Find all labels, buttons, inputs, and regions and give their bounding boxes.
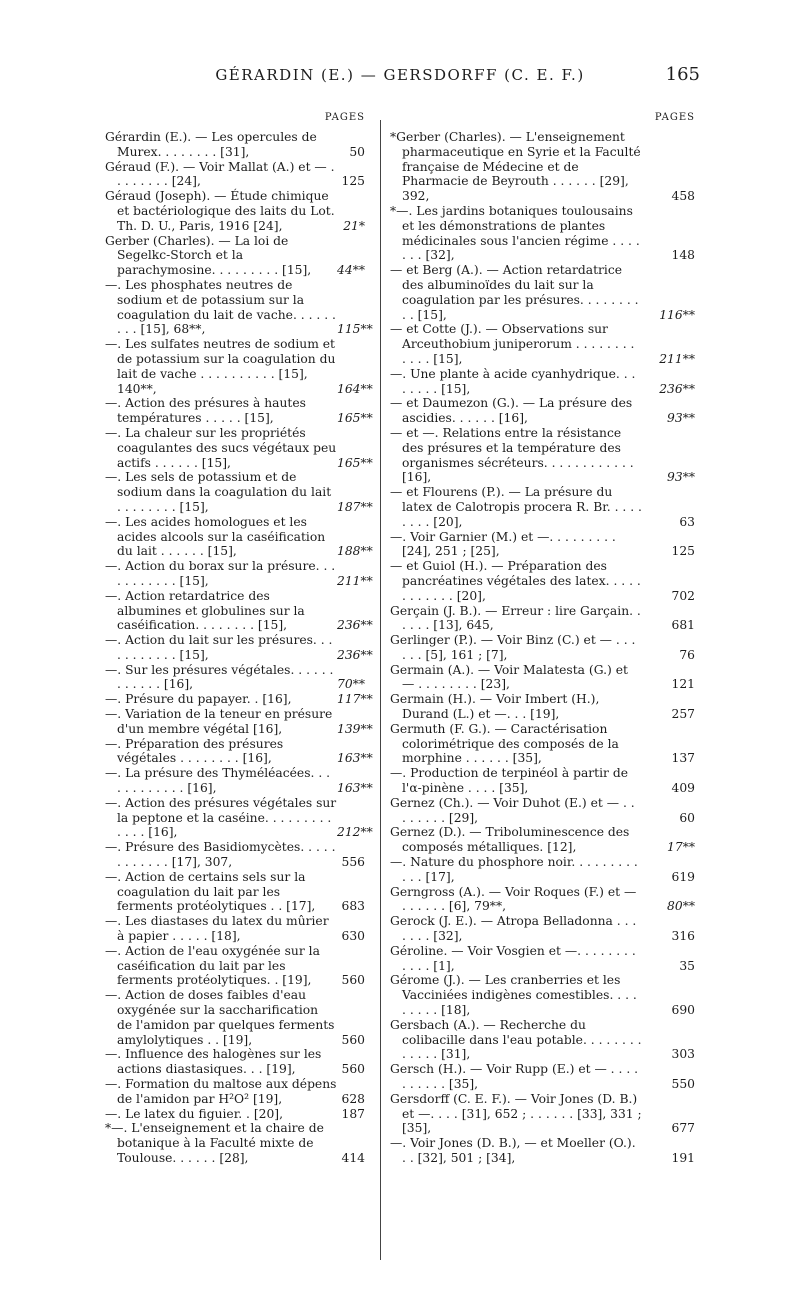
index-entry — [390, 1136, 695, 1166]
entry-page — [337, 707, 373, 737]
entry-page — [642, 530, 695, 560]
entry-page — [642, 722, 695, 766]
index-entry — [390, 367, 695, 397]
entry-text: —. Action des présures végétales sur la peptone et la caséine. . . . . . . . . . . . . [16], — [105, 795, 337, 840]
entry-page — [642, 396, 695, 426]
entry-text: —. Influence des halogènes sur les actions diastasiques. . . [19], — [105, 1047, 322, 1077]
entry-text: —. Action de certains sels sur la coagulation du lait par les ferments protéolytiques . . [17], — [105, 869, 316, 914]
index-entry — [390, 604, 695, 634]
index-entry — [390, 766, 695, 796]
entry-text: Gersbach (A.). — Recherche du colibacille dans l'eau potable. . . . . . . . . . . . . [31], — [390, 1017, 642, 1062]
index-entry — [105, 1077, 365, 1107]
entry-page — [337, 692, 373, 707]
entry-text: —. Présure du papayer. . [16], — [105, 692, 292, 707]
index-entry — [105, 914, 365, 944]
column-divider — [380, 120, 381, 1260]
index-entry — [105, 988, 365, 1047]
entry-text: —. Préparation des présures végétales . . . . . . . . [16], — [105, 736, 284, 766]
index-entry — [105, 663, 365, 693]
index-entry — [390, 944, 695, 974]
index-entry — [105, 130, 365, 160]
entry-text: —. Les sels de potassium et de sodium dans la coagulation du lait . . . . . . . . [15], — [105, 470, 332, 514]
entry-text: —. La chaleur sur les propriétés coagulantes des sucs végétaux peu actifs . . . . . . [15], — [105, 425, 337, 470]
entry-page-number: 211** — [337, 573, 373, 588]
entry-text: —. Action du borax sur la présure. . . . . . . . . . . [15], — [105, 559, 336, 588]
entry-page — [337, 796, 373, 840]
entry-page — [642, 426, 695, 485]
index-entry — [390, 426, 695, 485]
entry-text: *—. Les jardins botaniques toulousains et les démonstrations de plantes médicinales sous l'ancien régime . . . . . . . [32], — [390, 203, 640, 263]
entry-text: —. Action de l'eau oxygénée sur la caséification du lait par les ferments protéolytiques. . [19], — [105, 943, 320, 988]
entry-page — [337, 234, 365, 278]
entry-text: —. Formation du maltose aux dépens de l'amidon par H²O² [19], — [105, 1077, 337, 1106]
entry-text: Germain (A.). — Voir Malatesta (G.) et — . . . . . . . . [23], — [390, 662, 628, 692]
entry-text: Géraud (F.). — Voir Mallat (A.) et — . . . . . . . . [24], — [105, 159, 335, 189]
entry-page — [642, 322, 695, 366]
entry-text: —. Action du lait sur les présures. . . . . . . . . . . [15], — [105, 633, 333, 662]
entry-text: —. Les diastases du latex du mûrier à papier . . . . . [18], — [105, 914, 329, 944]
index-entry — [390, 885, 695, 915]
index-entry — [105, 1121, 365, 1165]
entry-page — [337, 396, 373, 426]
index-entry — [390, 322, 695, 366]
index-entry — [105, 234, 365, 278]
entry-text: —. Voir Jones (D. B.), — et Moeller (O.). . . [32], 501 ; [34], — [390, 1136, 636, 1165]
entry-page — [337, 1077, 365, 1107]
entry-page-number: 619 — [671, 869, 695, 884]
entry-page — [642, 1136, 695, 1166]
index-entry — [105, 425, 373, 470]
entry-text: — et Berg (A.). — Action retardatrice des albuminoïdes du lait sur la coagulation par les présures. . . . . . . . . . [15], — [390, 263, 639, 322]
entry-page-number: 44** — [337, 263, 365, 278]
entry-page-number: 137 — [671, 751, 695, 766]
entry-page-number: 191 — [671, 1150, 695, 1165]
entry-page — [642, 485, 695, 529]
entry-page-number: 163** — [337, 781, 373, 796]
index-entry — [390, 855, 695, 885]
entry-text: *—. L'enseignement et la chaire de botanique à la Faculté mixte de Toulouse. . . . . . [28], — [105, 1121, 324, 1165]
entry-page-number: 560 — [341, 973, 365, 988]
entry-page-number: 683 — [341, 899, 365, 914]
entry-page — [337, 988, 365, 1047]
entry-page-number: 257 — [671, 707, 695, 722]
entry-page-number: 409 — [671, 781, 695, 796]
entry-page — [337, 337, 373, 396]
entry-page — [337, 1047, 365, 1077]
index-entry — [390, 722, 695, 766]
entry-page-number: 677 — [671, 1121, 695, 1136]
entry-text: Gersch (H.). — Voir Rupp (E.) et — . . . . . . . . . . [35], — [390, 1062, 639, 1091]
entry-text: Gérardin (E.). — Les opercules de Murex. . . . . . . . [31], — [105, 130, 317, 159]
index-entry — [105, 707, 373, 737]
index-entry — [105, 337, 373, 396]
entry-page-number: 165** — [337, 455, 373, 470]
index-entry — [390, 633, 695, 663]
index-entry — [390, 663, 695, 693]
entry-page — [642, 367, 695, 397]
index-entry — [105, 189, 365, 233]
left-column — [105, 112, 373, 1166]
entry-page — [642, 663, 695, 693]
index-entry — [390, 796, 695, 826]
index-entry — [105, 396, 373, 426]
entry-page-number: 17** — [667, 840, 695, 855]
index-entry — [105, 277, 373, 337]
entry-page — [642, 885, 695, 915]
entry-page — [642, 263, 695, 322]
entry-text: —. Présure des Basidiomycètes. . . . . . . . . . . . [17], 307, — [105, 840, 336, 870]
entry-text: —. Nature du phosphore noir. . . . . . . . . . . . [17], — [390, 855, 638, 884]
entry-page — [337, 663, 365, 693]
index-entry — [390, 973, 695, 1017]
entry-page-number: 236** — [337, 647, 373, 662]
entry-text: —. Action retardatrice des albumines et globulines sur la caséification. . . . . . . . [15], — [105, 588, 305, 633]
entry-page — [642, 855, 695, 885]
entry-page — [642, 796, 695, 826]
entry-page — [337, 130, 365, 160]
entry-page — [642, 825, 695, 855]
entry-page-number: 165** — [337, 411, 373, 426]
entry-page-number: 164** — [337, 381, 373, 396]
entry-page-number: 560 — [341, 1062, 365, 1077]
entry-text: Géroline. — Voir Vosgien et —. . . . . . . . . . . . [1], — [390, 943, 636, 973]
entry-page — [337, 559, 373, 589]
entry-text: —. Une plante à acide cyanhydrique. . . . . . . . [15], — [390, 366, 636, 396]
entry-page-number: 116** — [659, 307, 695, 322]
index-entry — [105, 870, 365, 914]
entry-page — [642, 130, 695, 204]
index-entry — [390, 396, 695, 426]
index-entry — [105, 736, 373, 767]
entry-page — [337, 944, 365, 988]
index-entry — [390, 1062, 695, 1092]
entry-page-number: 125 — [341, 174, 365, 189]
index-entry — [390, 263, 695, 322]
entry-page — [337, 189, 365, 233]
entry-page-number: 550 — [671, 1077, 695, 1091]
entry-text: — et Guiol (H.). — Préparation des pancréatines végétales des latex. . . . . . . . . . . . [20], — [390, 559, 641, 603]
entry-text: —. La présure des Thyméléacées. . . . . . . . . . . . [16], — [105, 766, 331, 796]
entry-page-number: 21* — [343, 218, 365, 233]
entry-page — [337, 766, 373, 796]
index-entry — [390, 559, 695, 603]
entry-page — [337, 589, 373, 633]
entry-page-number: 76 — [679, 647, 695, 662]
page-title: GÉRARDIN (E.) — GERSDORFF (C. E. F.) — [215, 66, 585, 84]
index-entry — [390, 914, 695, 944]
entry-page — [642, 1062, 695, 1092]
entry-text: Gerber (Charles). — La loi de Segelkc-Storch et la parachymosine. . . . . . . . . [15], — [105, 233, 312, 278]
entry-page-number: 414 — [341, 1150, 365, 1165]
index-entry — [105, 795, 373, 840]
entry-page-number: 236** — [337, 618, 373, 633]
entry-text: — et —. Relations entre la résistance des présures et la température des organismes sécréteurs. . . . . . . . . . . . [16], — [390, 425, 634, 485]
entry-page-number: 117** — [337, 692, 373, 707]
index-entry — [105, 470, 373, 514]
entry-page — [642, 633, 695, 663]
entry-text: Gernez (Ch.). — Voir Duhot (E.) et — . . . . . . . . [29], — [390, 795, 635, 825]
entry-page — [642, 1092, 695, 1136]
index-entry — [390, 825, 695, 855]
index-entry — [105, 944, 365, 988]
entry-page-number: 35 — [679, 958, 695, 973]
entry-page-number: 148 — [671, 248, 695, 263]
entry-page-number: 702 — [671, 588, 695, 603]
entry-page — [642, 944, 695, 974]
entry-text: —. Le latex du figuier. . [20], — [105, 1106, 284, 1121]
entry-text: Gerock (J. E.). — Atropa Belladonna . . . . . . . [32], — [390, 914, 637, 944]
entry-page — [337, 737, 373, 767]
entry-text: —. Variation de la teneur en présure d'un membre végétal [16], — [105, 707, 333, 736]
entry-page — [642, 766, 695, 796]
entry-page — [642, 692, 695, 722]
entry-text: —. Les acides homologues et les acides alcools sur la caséification du lait . . . . . . [15], — [105, 514, 326, 559]
entry-text: —. Production de terpinéol à partir de l'α-pinène . . . . [35], — [390, 766, 628, 796]
entry-page-number: 690 — [671, 1003, 695, 1018]
index-entry — [390, 204, 695, 263]
entry-page-number: 628 — [341, 1091, 365, 1106]
entry-page-number: 63 — [679, 514, 695, 529]
index-entry — [105, 588, 373, 633]
entry-page — [337, 1107, 365, 1122]
entry-page — [337, 870, 365, 914]
entry-text: Germuth (F. G.). — Caractérisation colorimétrique des composés de la morphine . . . . . . [35], — [390, 721, 619, 766]
entry-text: —. Voir Garnier (M.) et —. . . . . . . . . [24], 251 ; [25], — [390, 529, 616, 559]
entry-text: Gerçain (J. B.). — Erreur : lire Garçain. . . . . . [13], 645, — [390, 603, 641, 633]
entry-page-number: 211** — [659, 351, 695, 366]
entry-page — [642, 604, 695, 634]
entry-text: —. Action de doses faibles d'eau oxygénée sur la saccharification de l'amidon par quelques ferments amylolytiques . . [19], — [105, 988, 335, 1047]
entry-page — [337, 470, 373, 514]
entry-text: Géraud (Joseph). — Étude chimique et bactériologique des laits du Lot. Th. D. U., Paris, 1916 [24], — [105, 189, 335, 233]
index-entry — [390, 1018, 695, 1062]
entry-text: Gerlinger (P.). — Voir Binz (C.) et — . . . . . . [5], 161 ; [7], — [390, 633, 636, 662]
entry-page-number: 236** — [659, 381, 695, 396]
entry-text: Gernez (D.). — Triboluminescence des composés métalliques. [12], — [390, 825, 630, 855]
entry-page-number: 560 — [341, 1032, 365, 1047]
entry-text: Gersdorff (C. E. F.). — Voir Jones (D. B.) et —. . . . [31], 652 ; . . . . . . [33], 331 ; [35], — [390, 1091, 642, 1136]
index-entry — [105, 766, 373, 796]
entry-page-number: 556 — [341, 855, 365, 870]
entry-text: —. Sur les présures végétales. . . . . . . . . . . . [16], — [105, 662, 334, 692]
entry-page-number: 139** — [337, 721, 373, 736]
entry-page — [642, 1018, 695, 1062]
entry-page-number: 60 — [679, 810, 695, 825]
entry-text: —. Les phosphates neutres de sodium et de potassium sur la coagulation du lait de vache. . . . . . . . . [15], 68**, — [105, 277, 336, 337]
entry-page — [642, 973, 695, 1017]
index-entry — [390, 1092, 695, 1136]
entry-page-number: 630 — [341, 929, 365, 944]
entry-page-number: 163** — [337, 751, 373, 766]
entry-page-number: 316 — [671, 929, 695, 944]
index-entry — [390, 692, 695, 722]
index-entry — [105, 559, 373, 589]
index-entry — [390, 485, 695, 529]
entry-page — [337, 278, 373, 337]
index-entry — [105, 160, 365, 190]
entry-page-number: 70** — [337, 677, 365, 692]
index-entry — [105, 692, 373, 707]
entry-text: Gerngross (A.). — Voir Roques (F.) et — . . . . . . [6], 79**, — [390, 884, 637, 914]
entry-page-number: 212** — [337, 825, 373, 840]
pages-column-label: PAGES — [654, 112, 695, 123]
entry-text: — et Flourens (P.). — La présure du latex de Calotropis procera R. Br. . . . . . . . . [20], — [390, 485, 642, 529]
entry-page — [337, 1121, 365, 1165]
entry-page-number: 115** — [337, 322, 373, 337]
entry-text: Germain (H.). — Voir Imbert (H.), Durand (L.) et —. . . [19], — [390, 692, 600, 722]
pages-column-label: PAGES — [324, 112, 365, 123]
entry-page — [642, 559, 695, 603]
entry-page — [337, 914, 365, 944]
entry-page — [337, 426, 373, 470]
entry-page-number: 303 — [671, 1047, 695, 1062]
entry-page — [642, 204, 695, 263]
entry-page-number: 93** — [667, 470, 695, 485]
entry-page — [642, 914, 695, 944]
entry-text: *Gerber (Charles). — L'enseignement pharmaceutique en Syrie et la Faculté française de Médecine et de Pharmacie de Beyrouth . . . . . . [29], 392, — [390, 130, 641, 204]
entry-page-number: 125 — [671, 544, 695, 559]
entry-page — [337, 840, 365, 870]
entry-page — [337, 633, 373, 663]
entry-page-number: 80** — [667, 899, 695, 914]
entry-page-number: 188** — [337, 544, 373, 559]
index-entry — [105, 514, 373, 559]
running-header — [0, 64, 800, 88]
entry-page-number: 458 — [671, 189, 695, 204]
entry-text: — et Daumezon (G.). — La présure des ascidies. . . . . . [16], — [390, 396, 633, 426]
entry-page-number: 187 — [341, 1106, 365, 1121]
entry-text: —. Les sulfates neutres de sodium et de potassium sur la coagulation du lait de vache . . . . . . . . . . [15], 140**, — [105, 337, 336, 396]
entry-page-number: 187** — [337, 499, 373, 514]
index-entry — [105, 1047, 365, 1077]
index-entry — [390, 530, 695, 560]
entry-text: —. Action des présures à hautes températures . . . . . [15], — [105, 396, 306, 426]
entry-page-number: 121 — [671, 677, 695, 692]
index-entry — [390, 130, 695, 204]
index-entry — [105, 633, 373, 663]
index-entry — [105, 1107, 365, 1122]
entry-page-number: 681 — [671, 618, 695, 633]
page-number: 165 — [665, 64, 700, 85]
entry-text: Gérome (J.). — Les cranberries et les Vacciniées indigènes comestibles. . . . . . . . . [18], — [390, 973, 637, 1018]
entry-page — [337, 515, 373, 559]
right-column — [390, 112, 695, 1166]
entry-page-number: 93** — [667, 411, 695, 426]
index-entry — [105, 840, 365, 870]
entry-page-number: 50 — [349, 144, 365, 159]
entry-text: — et Cotte (J.). — Observations sur Arceuthobium juniperorum . . . . . . . . . . . . [15], — [390, 322, 635, 366]
entry-page — [337, 160, 365, 190]
